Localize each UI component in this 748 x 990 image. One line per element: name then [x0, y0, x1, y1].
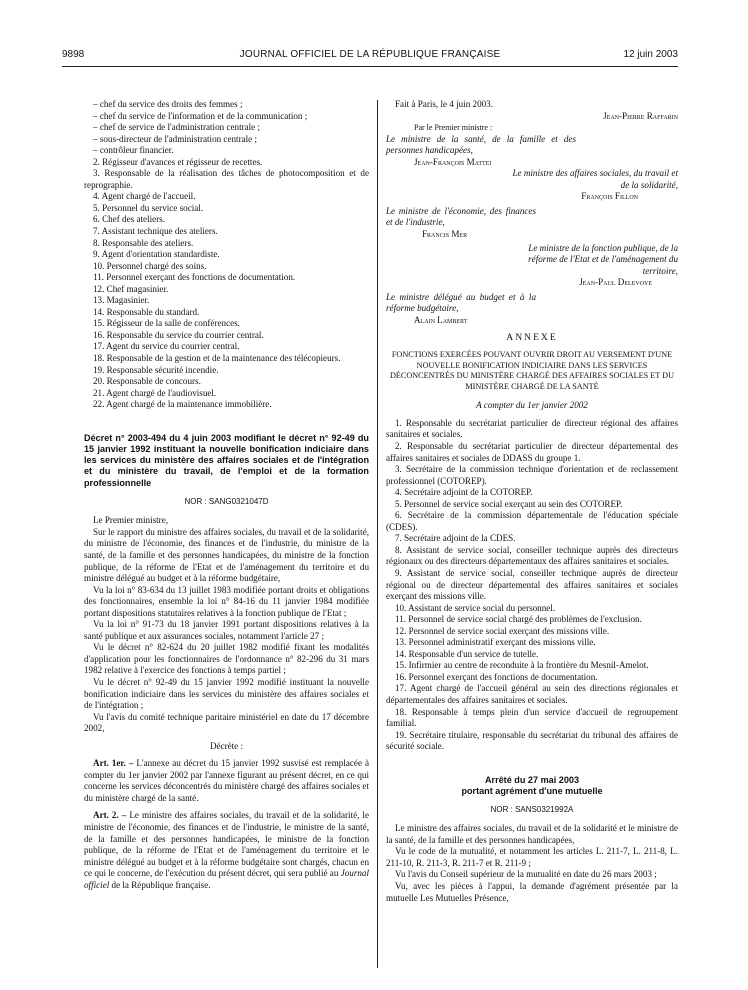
- decree-paragraph: Vu le décret n° 82-624 du 20 juillet 1982 modifié fixant les modalités d'application pour les fonctionnaires de l'ordonnance n° 82-296 du 31 mars 1982 relative à l'exercice des fonctions à temps partiel ;: [84, 642, 369, 676]
- list-item: 16. Responsable du service du courrier central.: [93, 329, 264, 340]
- decree-paragraph: Vu la loi n° 91-73 du 18 janvier 1991 portant dispositions relatives à la santé publique et aux assurances sociales, notamment l'article 27 ;: [84, 619, 369, 641]
- column-separator: [377, 100, 378, 968]
- list-item: – chef du service des droits des femmes ;: [93, 99, 243, 109]
- minister-name: Jean-François Mattei: [414, 156, 492, 167]
- list-item: 6. Chef des ateliers.: [93, 214, 165, 225]
- arrete-paragraph: Vu le code de la mutualité, et notamment les articles L. 211-7, L. 211-8, L. 211-10, R. 211-3, R. 211-7 et R. 211-9 ;: [386, 846, 678, 868]
- article-2-jo: Journal officiel: [84, 868, 369, 890]
- list-item: 17. Agent du service du courrier central.: [93, 341, 240, 352]
- minister-name: François Fillon: [581, 191, 638, 202]
- article-1: [84, 758, 369, 804]
- article-2-end: de la République française.: [111, 879, 211, 890]
- list-item: – contrôleur financier.: [93, 145, 174, 156]
- list-item: 2. Régisseur d'avances et régisseur de recettes.: [93, 156, 263, 167]
- annexe-item: 12. Personnel de service social exerçant des missions ville.: [395, 625, 610, 636]
- signature-place-date: Fait à Paris, le 4 juin 2003.: [395, 99, 494, 109]
- annexe-title: ANNEXE: [506, 332, 558, 344]
- decree-paragraph: Le Premier ministre,: [93, 515, 169, 526]
- journal-title: JOURNAL OFFICIEL DE LA RÉPUBLIQUE FRANÇAISE: [239, 49, 501, 60]
- annexe-date: A compter du 1er janvier 2002: [476, 400, 588, 411]
- annexe-item: 18. Responsable à temps plein d'un service d'accueil de regroupement familial.: [386, 706, 678, 729]
- minister-title: Le ministre de la santé, de la famille et des personnes handicapées,: [386, 133, 576, 156]
- list-item: 3. Responsable de la réalisation des tâches de photocomposition et de reprographie.: [84, 168, 369, 190]
- minister-title: Le ministre de l'économie, des finances et de l'industrie,: [386, 205, 536, 228]
- decree-paragraph: Sur le rapport du ministre des affaires sociales, du travail et de la solidarité, du ministre de l'économie, des finances et de l'industrie, du ministre de la santé, de la famille et des personnes handicapées, du ministre de la fonction publique, de la réforme de l'Etat et de l'aménagement du territoire et du ministre délégué au budget et à la réforme budgétaire,: [84, 526, 369, 584]
- annexe-item: 15. Infirmier au centre de reconduite à la frontière du Mesnil-Amelot.: [395, 660, 649, 671]
- arrete-title-line2: portant agrément d'une mutuelle: [461, 785, 603, 796]
- list-item: 11. Personnel exerçant des fonctions de documentation.: [93, 272, 296, 283]
- minister-name: Alain Lambert: [414, 314, 468, 325]
- decree-paragraph: Vu le décret n° 92-49 du 15 janvier 1992 modifié instituant la nouvelle bonification indiciaire dans les services du ministère des affaires sociales et de l'intégration ;: [84, 676, 369, 711]
- decrete-heading: Décrète :: [209, 740, 244, 751]
- minister-name: Francis Mer: [422, 229, 468, 240]
- header-rule: [62, 66, 678, 67]
- annexe-item: 17. Agent chargé de l'accueil général au sein des directions régionales et départementales des affaires sanitaires et sociales.: [386, 683, 678, 705]
- article-1-label: Art. 1er. –: [93, 758, 134, 769]
- annexe-item: 10. Assistant de service social du personnel.: [395, 602, 556, 613]
- annexe-item: 1. Responsable du secrétariat particulier de directeur régional des affaires sanitaires et sociales.: [386, 417, 678, 440]
- minister-title: Le ministre des affaires sociales, du travail et de la solidarité,: [512, 168, 678, 190]
- arrete-title-line1: Arrêté du 27 mai 2003: [484, 774, 580, 785]
- annexe-item: 13. Personnel administratif exerçant des missions ville.: [395, 637, 596, 648]
- list-item: 8. Responsable des ateliers.: [93, 237, 194, 248]
- decree-nor: NOR : SANG0321047D: [184, 496, 269, 506]
- list-item: 18. Responsable de la gestion et de la maintenance des télécopieurs.: [93, 353, 341, 364]
- minister-title: Le ministre de la fonction publique, de la réforme de l'Etat et de l'aménagement du territoire,: [528, 242, 678, 276]
- minister-title: Le ministre délégué au budget et à la réforme budgétaire,: [386, 291, 536, 314]
- minister-name: Jean-Paul Delevoye: [579, 277, 652, 288]
- annexe-item: 6. Secrétaire de la commission départementale de l'éducation spéciale (CDES).: [386, 510, 678, 532]
- page-number: 9898: [62, 49, 85, 60]
- list-item: 20. Responsable de concours.: [93, 376, 201, 387]
- left-column: [84, 99, 369, 891]
- annexe-item: 9. Assistant de service social, conseiller technique auprès de directeur régional ou de directeur départemental des affaires sanitaires et sociales exerçant des missions ville.: [386, 567, 678, 602]
- function-list: [84, 99, 369, 411]
- annexe-item: 4. Secrétaire adjoint de la COTOREP.: [395, 487, 533, 498]
- article-2-label: Art. 2. –: [93, 810, 127, 821]
- list-item: 22. Agent chargé de la maintenance immobilière.: [93, 399, 272, 410]
- right-column: [386, 99, 678, 904]
- list-item: – chef du service de l'information et de la communication ;: [93, 110, 308, 121]
- signature-by: Par le Premier ministre :: [414, 123, 493, 133]
- page-header: [62, 49, 678, 65]
- list-item: 5. Personnel du service social.: [93, 202, 204, 213]
- annexe-item: 14. Responsable d'un service de tutelle.: [395, 648, 539, 659]
- list-item: 14. Responsable du standard.: [93, 306, 200, 317]
- arrete-paragraph: Vu, avec les pièces à l'appui, la demande d'agrément présentée par la mutuelle Les Mutuelles Présence,: [386, 881, 678, 903]
- list-item: – sous-directeur de l'administration centrale ;: [93, 133, 258, 144]
- article-2-text: Le ministre des affaires sociales, du travail et de la solidarité, le ministre de l'économie, des finances et de l'industrie, le ministre de la santé, de la famille et des personnes handicapées, le ministre de la fonction publique, de la réforme de l'Etat et de l'aménagement du territoire et le ministre délégué au budget et à la réforme budgétaire sont chargés, chacun en ce qui le concerne, de l'exécution du présent décret, qui sera publié au: [84, 810, 369, 879]
- list-item: 10. Personnel chargé des soins.: [93, 260, 207, 271]
- annexe-item: 11. Personnel de service social chargé des problèmes de l'exclusion.: [395, 614, 642, 625]
- annexe-item: 19. Secrétaire titulaire, responsable du secrétariat du tribunal des affaires de sécurité sociale.: [386, 729, 678, 752]
- annexe-item: 8. Assistant de service social, conseiller technique auprès des directeurs régionaux ou des directeurs départementaux des affaires sanitaires et sociales.: [386, 544, 678, 567]
- list-item: 4. Agent chargé de l'accueil.: [93, 191, 196, 202]
- annexe-item: 3. Secrétaire de la commission technique d'orientation et de reclassement professionnel (COTOREP).: [386, 464, 678, 486]
- annexe-subtitle: FONCTIONS EXERCÉES POUVANT OUVRIR DROIT AU VERSEMENT D'UNE NOUVELLE BONIFICATION INDICIAIRE DANS LES SERVICES DÉCONCENTRÉS DU MINISTÈRE CHARGÉ DES AFFAIRES SOCIALES ET DU MINISTÈRE CHARGÉ DE LA SANTÉ: [389, 349, 674, 391]
- list-item: 12. Chef magasinier.: [93, 283, 169, 294]
- annexe-item: 2. Responsable du secrétariat particulier de directeur départemental des affaires sanitaires et sociales de DDASS du groupe 1.: [386, 440, 678, 463]
- list-item: 15. Régisseur de la salle de conférences.: [93, 318, 240, 329]
- arrete-paragraph: Le ministre des affaires sociales, du travail et de la solidarité et le ministre de la santé, de la famille et des personnes handicapées,: [386, 823, 678, 845]
- decree-title: Décret n° 2003-494 du 4 juin 2003 modifiant le décret n° 92-49 du 15 janvier 1992 instituant la nouvelle bonification indiciaire dans les services du ministère des affaires sociales et de l'intégration et du ministère du travail, de l'emploi et de la formation professionnelle: [84, 432, 369, 488]
- arrete-paragraph: Vu l'avis du Conseil supérieur de la mutualité en date du 26 mars 2003 ;: [395, 869, 657, 880]
- list-item: 7. Assistant technique des ateliers.: [93, 226, 218, 237]
- list-item: 19. Responsable sécurité incendie.: [93, 364, 219, 375]
- annexe-item: 7. Secrétaire adjoint de la CDES.: [395, 533, 516, 544]
- decree-paragraph: Vu l'avis du comité technique paritaire ministériel en date du 17 décembre 2002,: [84, 711, 369, 734]
- issue-date: 12 juin 2003: [623, 49, 678, 60]
- list-item: 13. Magasinier.: [93, 295, 150, 306]
- list-item: – chef de service de l'administration centrale ;: [93, 122, 261, 133]
- decree-paragraph: Vu la loi n° 83-634 du 13 juillet 1983 modifiée portant droits et obligations des fonctionnaires, ensemble la loi n° 84-16 du 11 janvier 1984 modifiée portant dispositions statutaires relatives à la fonction publique de l'Etat ;: [84, 584, 369, 618]
- arrete-nor: NOR : SANS0321992A: [490, 804, 574, 814]
- list-item: 9. Agent d'orientation standardiste.: [93, 249, 220, 260]
- article-2: [84, 810, 369, 891]
- annexe-item: 16. Personnel exerçant des fonctions de documentation.: [395, 671, 598, 682]
- signature-prime-minister: Jean-Pierre Raffarin: [603, 110, 678, 121]
- annexe-item: 5. Personnel de service social exerçant au sein des COTOREP.: [395, 498, 623, 509]
- article-1-text: L'annexe au décret du 15 janvier 1992 susvisé est remplacée à compter du 1er janvier 2002 par l'annexe figurant au présent décret, en ce qui concerne les services déconcentrés du ministère chargé des affaires sociales et du ministère chargé de la santé.: [84, 758, 369, 803]
- arrete-title: [386, 775, 678, 797]
- list-item: 21. Agent chargé de l'audiovisuel.: [93, 387, 217, 398]
